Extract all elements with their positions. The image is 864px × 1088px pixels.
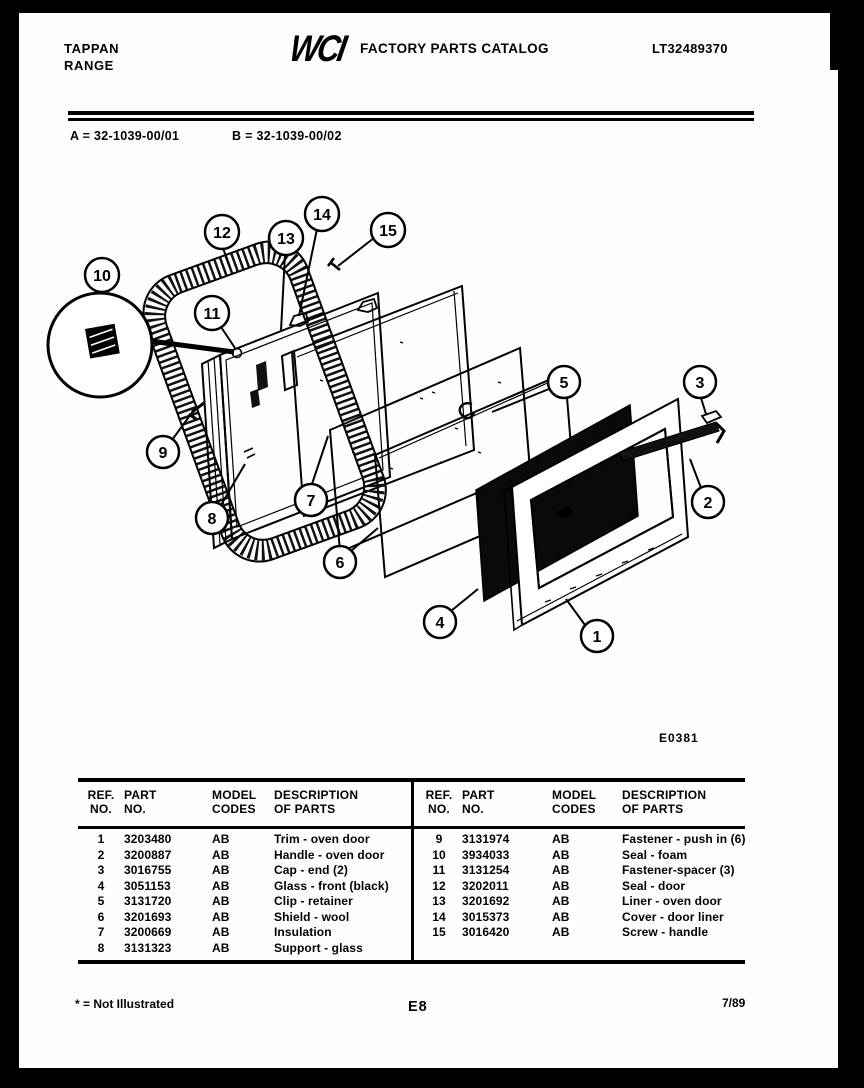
svg-text:10: 10: [93, 268, 111, 285]
callout-11: [195, 296, 229, 330]
svg-text:1: 1: [592, 629, 602, 646]
cell-part: 3202011: [462, 878, 509, 893]
callout-9: [147, 436, 179, 468]
parts-row-12: [414, 879, 745, 895]
col-header-part: PART NO.: [462, 788, 495, 816]
parts-table: [78, 778, 745, 964]
svg-text:8: 8: [207, 511, 217, 528]
cell-part: 3200887: [124, 847, 172, 862]
cell-desc: Fastener - push in (6): [622, 832, 746, 846]
scan-border-bottom: [0, 1068, 864, 1088]
cell-desc: Seal - door: [622, 878, 686, 893]
callout-2: [692, 486, 724, 518]
cell-desc: Trim - oven door: [274, 832, 370, 846]
svg-text:7: 7: [306, 493, 316, 510]
model-code-b: B = 32-1039-00/02: [232, 129, 342, 143]
cell-desc: Support - glass: [274, 940, 363, 955]
seal-hatch-band: [145, 243, 384, 560]
brand-line1: TAPPAN: [64, 41, 120, 56]
cell-ref: 9: [435, 832, 443, 846]
callout-7: [295, 484, 327, 516]
callout-10: [85, 258, 119, 292]
cell-ref: 10: [432, 847, 446, 862]
page-code: E8: [408, 999, 428, 1015]
liner-slot: [250, 389, 260, 408]
catalog-title: FACTORY PARTS CATALOG: [360, 41, 549, 56]
parts-table-left: [78, 782, 411, 960]
parts-row-5: [78, 894, 411, 910]
col-header-desc: DESCRIPTION OF PARTS: [274, 788, 359, 816]
date-code: 7/89: [722, 996, 746, 1010]
cell-model: AB: [552, 847, 570, 862]
svg-text:9: 9: [158, 445, 168, 462]
cell-part: 3131720: [124, 894, 172, 908]
cell-model: AB: [212, 925, 230, 939]
cell-desc: Clip - retainer: [274, 894, 353, 908]
cell-desc: Cap - end (2): [274, 863, 348, 877]
svg-text:15: 15: [379, 223, 397, 240]
cell-part: 3016755: [124, 863, 172, 877]
parts-row-3: [78, 863, 411, 879]
cell-ref: 3: [97, 863, 105, 877]
cell-model: AB: [212, 847, 230, 862]
cell-ref: 11: [432, 863, 446, 877]
cell-part: 3131254: [462, 863, 510, 877]
wci-logo: WCI: [286, 28, 348, 69]
cell-part: 3203480: [124, 832, 172, 846]
handle-end-curl: [716, 423, 724, 443]
cell-part: 3131323: [124, 940, 172, 955]
cell-part: 3016420: [462, 925, 510, 939]
cell-part: 3200669: [124, 925, 172, 939]
cell-desc: Handle - oven door: [274, 847, 385, 862]
col-header-ref: REF. NO.: [87, 788, 115, 816]
svg-text:5: 5: [559, 375, 569, 392]
callout-6: [324, 546, 356, 578]
svg-text:6: 6: [335, 555, 345, 572]
cell-model: AB: [212, 863, 230, 877]
parts-row-14: [414, 910, 745, 926]
svg-text:3: 3: [695, 375, 705, 392]
model-code-a: A = 32-1039-00/01: [70, 129, 180, 143]
table-body-left: [78, 832, 411, 956]
col-header-model: MODEL CODES: [552, 788, 597, 816]
col-header-desc: DESCRIPTION OF PARTS: [622, 788, 707, 816]
cell-part: 3201692: [462, 894, 510, 908]
not-illustrated-note: * = Not Illustrated: [75, 997, 175, 1011]
table-header-right: [414, 782, 745, 816]
callout-1: [581, 620, 613, 652]
cell-model: AB: [212, 878, 230, 893]
cell-model: AB: [552, 925, 570, 939]
svg-text:14: 14: [313, 207, 331, 224]
cell-ref: 2: [97, 847, 105, 862]
cell-model: AB: [212, 940, 230, 955]
callout-12: [205, 215, 239, 249]
cell-ref: 8: [97, 940, 105, 955]
cell-part: 3015373: [462, 909, 510, 924]
parts-row-4: [78, 879, 411, 895]
publication-number: LT32489370: [652, 41, 728, 56]
cell-desc: Liner - oven door: [622, 894, 722, 908]
cell-ref: 4: [97, 878, 105, 893]
table-body-right: [414, 832, 745, 941]
callout-3: [684, 366, 716, 398]
table-header-left: [78, 782, 411, 816]
callout-5: [548, 366, 580, 398]
cell-desc: Seal - foam: [622, 847, 688, 862]
cell-model: AB: [212, 894, 230, 908]
parts-row-10: [414, 848, 745, 864]
cell-ref: 6: [97, 909, 105, 924]
brand-line2: RANGE: [64, 58, 114, 73]
cell-model: AB: [552, 909, 570, 924]
cell-part: 3934033: [462, 847, 510, 862]
parts-row-1: [78, 832, 411, 848]
detail-pointer-line: [150, 341, 234, 352]
cell-ref: 12: [432, 878, 446, 893]
cell-desc: Cover - door liner: [622, 909, 724, 924]
cell-ref: 13: [432, 894, 446, 908]
svg-text:4: 4: [435, 615, 445, 632]
parts-table-right: [414, 782, 745, 960]
callout-13: [269, 221, 303, 255]
parts-row-6: [78, 910, 411, 926]
svg-text:12: 12: [213, 225, 231, 242]
clip-cover-icon: [358, 299, 377, 312]
callout-8: [196, 502, 228, 534]
svg-text:11: 11: [203, 306, 221, 323]
cell-desc: Glass - front (black): [274, 878, 389, 893]
col-header-ref: REF. NO.: [425, 788, 453, 816]
svg-text:2: 2: [703, 495, 713, 512]
parts-row-11: [414, 863, 745, 879]
parts-row-15: [414, 925, 745, 941]
cell-desc: Screw - handle: [622, 925, 709, 939]
cell-ref: 7: [97, 925, 105, 939]
col-header-part: PART NO.: [124, 788, 157, 816]
screw-handle-icon: [328, 258, 340, 270]
support-glass-icon: [244, 448, 255, 458]
parts-row-13: [414, 894, 745, 910]
cell-model: AB: [552, 832, 570, 846]
parts-row-9: [414, 832, 745, 848]
cell-ref: 14: [432, 909, 446, 924]
cell-desc: Fastener-spacer (3): [622, 863, 735, 877]
cell-model: AB: [552, 863, 570, 877]
cell-ref: 1: [97, 832, 105, 846]
cell-ref: 15: [432, 925, 446, 939]
cell-part: 3201693: [124, 909, 172, 924]
cell-desc: Shield - wool: [274, 909, 350, 924]
liner-slot: [256, 361, 268, 391]
parts-row-8: [78, 941, 411, 957]
cell-desc: Insulation: [274, 925, 332, 939]
diagram-id: E0381: [659, 731, 699, 745]
parts-row-7: [78, 925, 411, 941]
callout-4: [424, 606, 456, 638]
cell-ref: 5: [97, 894, 105, 908]
cell-part: 3131974: [462, 832, 510, 846]
cell-part: 3051153: [124, 878, 171, 893]
cell-model: AB: [212, 909, 230, 924]
callout-15: [371, 213, 405, 247]
cell-model: AB: [212, 832, 230, 846]
col-header-model: MODEL CODES: [212, 788, 257, 816]
parts-row-2: [78, 848, 411, 864]
cell-model: AB: [552, 894, 570, 908]
seal-door-ring: [132, 230, 397, 573]
callout-14: [305, 197, 339, 231]
svg-text:13: 13: [277, 231, 295, 248]
cell-model: AB: [552, 878, 570, 893]
